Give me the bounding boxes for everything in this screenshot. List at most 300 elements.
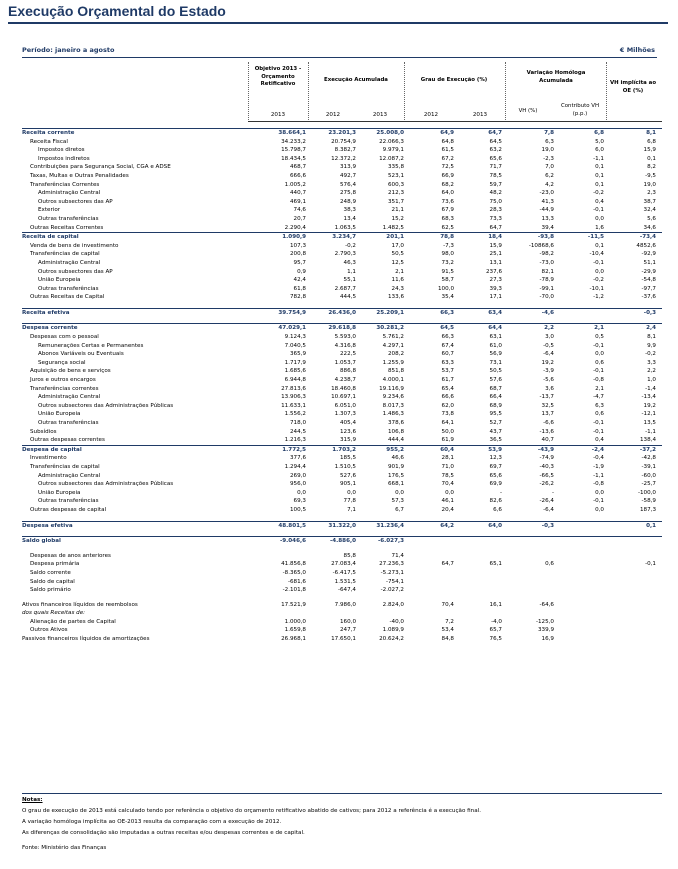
cell-value: 18.434,5 <box>281 155 306 162</box>
table-row-total <box>22 308 662 318</box>
cell-value: 1,1 <box>347 268 356 275</box>
cell-value: 66,6 <box>441 394 454 401</box>
cell-value: 2.687,7 <box>334 285 356 292</box>
table-row <box>22 393 662 402</box>
table-row <box>22 626 662 635</box>
cell-value: -74,9 <box>539 455 554 462</box>
cell-value: -0,1 <box>593 342 604 349</box>
cell-value: -26,2 <box>539 481 554 488</box>
note-3: As diferenças de consolidação são imputadas a outras receitas e/ou despesas correntes e de capital. <box>22 830 305 836</box>
cell-value: 138,4 <box>639 437 656 444</box>
table-row <box>22 410 662 419</box>
cell-value: 84,8 <box>441 636 454 643</box>
cell-value: 15,9 <box>643 147 656 154</box>
row-label: Saldo primário <box>30 587 71 594</box>
table-row <box>22 560 662 569</box>
cell-value: -6.417,5 <box>332 569 356 576</box>
cell-value: 46,3 <box>343 259 356 266</box>
cell-value: 22.066,3 <box>379 138 404 145</box>
row-label: Abonos Variáveis ou Eventuais <box>38 351 124 358</box>
cell-value: 63,3 <box>441 359 454 366</box>
table-row <box>22 428 662 437</box>
cell-value: 73,1 <box>489 359 502 366</box>
row-label: Despesa efetiva <box>22 522 73 529</box>
cell-value: 405,4 <box>339 420 356 426</box>
note-1: O grau de execução de 2013 está calculado tendo por referência o objetivo do orçamento retificativo abatido de cativos; para 2012 a referência é a execução final. <box>22 808 481 814</box>
cell-value: -2,3 <box>543 155 554 162</box>
cell-value: 25.209,1 <box>376 309 404 316</box>
row-label: Saldo corrente <box>30 569 71 576</box>
cell-value: 78,5 <box>489 172 502 179</box>
cell-value: 248,9 <box>339 198 356 205</box>
cell-value: 1.294,4 <box>284 463 306 470</box>
cell-value: 50,0 <box>441 428 454 435</box>
cell-value: 0,0 <box>595 489 604 496</box>
cell-value: 70,4 <box>441 481 454 488</box>
row-label: Outras transferências <box>38 285 99 292</box>
cell-value: 73,3 <box>489 215 502 222</box>
cell-value: 2,4 <box>646 325 656 332</box>
cell-value: 13,3 <box>541 215 554 222</box>
cell-value: -6,4 <box>543 506 554 513</box>
cell-value: 1.659,8 <box>284 627 306 634</box>
cell-value: -99,1 <box>539 285 554 292</box>
cell-value: 2,2 <box>647 368 656 375</box>
cell-value: 61,9 <box>441 437 454 444</box>
cell-value: 46,6 <box>391 455 404 462</box>
cell-value: 42,4 <box>293 277 306 284</box>
cell-value: 377,6 <box>289 455 306 462</box>
table-row-total <box>22 128 662 138</box>
cell-value: 11,6 <box>391 277 404 284</box>
divider <box>404 62 405 122</box>
cell-value: -681,6 <box>287 578 306 585</box>
cell-value: 67,2 <box>441 155 454 162</box>
cell-value: 6,3 <box>595 402 604 409</box>
row-label: Despesas com o pessoal <box>30 334 99 341</box>
cell-value: 39,3 <box>489 285 502 292</box>
cell-value: 901,9 <box>387 463 404 470</box>
row-label: Outros Ativos <box>30 627 68 634</box>
row-label: Segurança social <box>38 359 86 366</box>
cell-value: 9.234,6 <box>382 394 404 401</box>
cell-value: 2.290,4 <box>284 224 306 231</box>
cell-value: -64,6 <box>539 601 554 608</box>
cell-value: 2.790,3 <box>334 251 356 258</box>
row-label: Outras transferências <box>38 498 99 505</box>
cell-value: 1.089,9 <box>382 627 404 634</box>
cell-value: 35,4 <box>441 294 454 301</box>
row-label: Taxas, Multas e Outras Penalidades <box>30 172 129 179</box>
cell-value: 28,1 <box>441 455 454 462</box>
cell-value: 24,3 <box>391 285 404 292</box>
cell-value: 13.906,3 <box>281 394 306 401</box>
notes <box>22 795 662 854</box>
row-label: Transferências de capital <box>30 251 100 258</box>
cell-value: 27.083,4 <box>331 561 356 568</box>
cell-value: 65,6 <box>489 155 502 162</box>
cell-value: 4.000,1 <box>382 377 404 384</box>
cell-value: 73,8 <box>441 411 454 418</box>
cell-value: -1,1 <box>593 155 604 162</box>
cell-value: 53,9 <box>488 446 502 453</box>
cell-value: 17,1 <box>489 294 502 301</box>
cell-value: 71,4 <box>391 552 404 559</box>
cell-value: 3,0 <box>545 334 554 341</box>
cell-value: 666,6 <box>289 172 306 179</box>
period-bar <box>22 45 657 58</box>
cell-value: 2,1 <box>594 325 604 332</box>
table-row <box>22 489 662 498</box>
table-row <box>22 376 662 385</box>
cell-value: 26.968,1 <box>281 636 306 643</box>
cell-value: 38.664,1 <box>278 130 306 136</box>
cell-value: 91,5 <box>441 268 454 275</box>
cell-value: 19,2 <box>643 402 656 409</box>
cell-value: 851,8 <box>387 368 404 375</box>
cell-value: 31.236,4 <box>376 522 404 529</box>
cell-value: 600,3 <box>387 181 404 188</box>
cell-value: -98,2 <box>539 251 554 258</box>
row-label: Outras Receitas Correntes <box>30 224 104 231</box>
row-label: União Europeia <box>38 411 81 418</box>
cell-value: 78,5 <box>441 472 454 479</box>
cell-value: 123,6 <box>339 428 356 435</box>
row-label: Juros e outros encargos <box>30 377 96 384</box>
unit-label: € Milhões <box>619 46 655 54</box>
row-label: Receita corrente <box>22 130 75 136</box>
cell-value: 19,0 <box>643 181 656 188</box>
cell-value: 7,8 <box>544 130 554 136</box>
cell-value: 85,8 <box>343 552 356 559</box>
cell-value: -1,4 <box>645 385 656 392</box>
cell-value: -4.886,0 <box>329 538 356 545</box>
cell-value: 3.234,7 <box>332 234 356 241</box>
cell-value: 27,3 <box>489 277 502 284</box>
cell-value: 65,1 <box>489 561 502 568</box>
cell-value: 2.824,0 <box>382 601 404 608</box>
row-label: Transferências Correntes <box>30 181 100 188</box>
cell-value: -6,6 <box>543 420 554 426</box>
cell-value: 0,6 <box>545 561 554 568</box>
cell-value: -13,7 <box>539 394 554 401</box>
cell-value: - <box>499 489 502 496</box>
row-label: Subsídios <box>30 428 57 435</box>
table-row <box>22 569 662 578</box>
cell-value: 335,8 <box>387 164 404 171</box>
table-row-total <box>22 445 662 455</box>
cell-value: 0,1 <box>647 155 656 162</box>
cell-value: 527,6 <box>339 472 356 479</box>
cell-value: -5,6 <box>543 377 554 384</box>
table-row <box>22 172 662 181</box>
cell-value: -6,4 <box>543 351 554 358</box>
table-row <box>22 419 662 428</box>
cell-value: 6,8 <box>647 138 656 145</box>
row-label: Transferências de capital <box>30 463 100 470</box>
table-row-total <box>22 323 662 333</box>
cell-value: 0,4 <box>595 437 604 444</box>
cell-value: 78,8 <box>440 234 454 241</box>
cell-value: 41.856,8 <box>281 561 306 568</box>
cell-value: 64,1 <box>441 420 454 426</box>
cell-value: 955,2 <box>386 446 404 453</box>
cell-value: -92,9 <box>641 251 656 258</box>
cell-value: -0,3 <box>643 309 656 316</box>
cell-value: 8,1 <box>646 130 656 136</box>
table-row <box>22 181 662 190</box>
cell-value: -93,8 <box>537 234 554 241</box>
cell-value: -0,5 <box>543 342 554 349</box>
cell-value: 1.531,5 <box>334 578 356 585</box>
cell-value: -13,6 <box>539 428 554 435</box>
cell-value: 17,0 <box>391 242 404 249</box>
cell-value: -7,3 <box>443 242 454 249</box>
cell-value: 886,8 <box>339 368 356 375</box>
cell-value: 95,7 <box>293 259 306 266</box>
table-row <box>22 206 662 215</box>
cell-value: 7,1 <box>347 506 356 513</box>
year-label: 2012 <box>325 112 341 118</box>
table-row <box>22 146 662 155</box>
cell-value: 201,1 <box>386 234 404 241</box>
notes-rule <box>22 793 662 794</box>
cell-value: 53,4 <box>441 627 454 634</box>
row-label: Investimento <box>30 455 67 462</box>
cell-value: 1.053,7 <box>334 359 356 366</box>
cell-value: 51,1 <box>643 259 656 266</box>
cell-value: 1.717,9 <box>284 359 306 366</box>
cell-value: 956,0 <box>289 481 306 488</box>
cell-value: -9,5 <box>645 172 656 179</box>
cell-value: 1.772,5 <box>282 446 306 453</box>
cell-value: 1.000,0 <box>284 618 306 625</box>
cell-value: 19,2 <box>541 359 554 366</box>
row-label: Outras transferências <box>38 420 99 426</box>
cell-value: 68,2 <box>441 181 454 188</box>
cell-value: 46,1 <box>441 498 454 505</box>
table-row <box>22 342 662 351</box>
cell-value: 6.051,0 <box>334 402 356 409</box>
table-row <box>22 601 662 610</box>
table-row <box>22 506 662 515</box>
cell-value: 18.460,8 <box>331 385 356 392</box>
cell-value: 64,2 <box>440 522 454 529</box>
table-row <box>22 268 662 277</box>
cell-value: -3,9 <box>543 368 554 375</box>
cell-value: 339,9 <box>537 627 554 634</box>
table-row <box>22 402 662 411</box>
cell-value: 9.979,1 <box>382 147 404 154</box>
cell-value: -70,0 <box>539 294 554 301</box>
cell-value: 0,0 <box>595 506 604 513</box>
cell-value: 61,7 <box>441 377 454 384</box>
cell-value: 1.005,2 <box>284 181 306 188</box>
cell-value: 64,8 <box>441 138 454 145</box>
row-label: Saldo global <box>22 538 61 545</box>
cell-value: 27.236,3 <box>379 561 404 568</box>
cell-value: 30.281,2 <box>376 325 404 332</box>
cell-value: 71,7 <box>489 164 502 171</box>
cell-value: 64,0 <box>441 190 454 197</box>
row-label: Contribuições para Segurança Social, CGA e ADSE <box>30 164 171 171</box>
cell-value: 13,4 <box>343 215 356 222</box>
cell-value: 64,0 <box>488 522 502 529</box>
table-row <box>22 635 662 644</box>
cell-value: 100,5 <box>289 506 306 513</box>
cell-value: -6.027,3 <box>377 538 404 545</box>
divider <box>248 62 249 122</box>
cell-value: 98,0 <box>441 251 454 258</box>
cell-value: -2.027,2 <box>380 587 404 594</box>
cell-value: 32,4 <box>643 207 656 214</box>
cell-value: -39,1 <box>641 463 656 470</box>
divider <box>606 62 607 122</box>
cell-value: 69,9 <box>489 481 502 488</box>
cell-value: 64,7 <box>489 224 502 231</box>
cell-value: -0,1 <box>593 428 604 435</box>
cell-value: 20,7 <box>293 215 306 222</box>
cell-value: 19.116,9 <box>379 385 404 392</box>
cell-value: 16,1 <box>489 601 502 608</box>
cell-value: 64,5 <box>440 325 454 332</box>
table-row <box>22 385 662 394</box>
cell-value: -2,4 <box>591 446 604 453</box>
cell-value: 5.761,2 <box>382 334 404 341</box>
table-row <box>22 285 662 294</box>
cell-value: 69,7 <box>489 463 502 470</box>
cell-value: 208,2 <box>387 351 404 358</box>
cell-value: 0,1 <box>595 164 604 171</box>
cell-value: 237,6 <box>485 268 502 275</box>
cell-value: 27.813,6 <box>281 385 306 392</box>
row-label: Outros subsectores das Administrações Públicas <box>38 481 174 488</box>
cell-value: -4,6 <box>541 309 554 316</box>
cell-value: 71,0 <box>441 463 454 470</box>
table-row <box>22 350 662 359</box>
cell-value: 13,1 <box>489 259 502 266</box>
cell-value: 1.216,3 <box>284 437 306 444</box>
cell-value: -0,8 <box>593 377 604 384</box>
table-row <box>22 436 662 445</box>
cell-value: 5,6 <box>647 215 656 222</box>
cell-value: 1,0 <box>647 377 656 384</box>
divider <box>308 62 309 122</box>
cell-value: -10,4 <box>589 251 604 258</box>
row-label: Exterior <box>38 207 61 214</box>
cell-value: 1.063,5 <box>334 224 356 231</box>
cell-value: 315,9 <box>339 437 356 444</box>
cell-value: 365,9 <box>289 351 306 358</box>
cell-value: 9.124,3 <box>284 334 306 341</box>
cell-value: -2.101,8 <box>282 587 306 594</box>
table-row <box>22 578 662 587</box>
cell-value: 39,4 <box>541 224 554 231</box>
cell-value: -13,4 <box>641 394 656 401</box>
cell-value: 12,5 <box>391 259 404 266</box>
cell-value: -0,8 <box>593 481 604 488</box>
cell-value: 313,9 <box>339 164 356 171</box>
year-label: 2013 <box>472 112 488 118</box>
cell-value: 38,7 <box>643 198 656 205</box>
cell-value: 23.201,3 <box>328 130 356 136</box>
cell-value: -40,0 <box>389 618 404 625</box>
cell-value: 53,7 <box>441 368 454 375</box>
cell-value: 492,7 <box>339 172 356 179</box>
cell-value: 1.486,3 <box>382 411 404 418</box>
cell-value: 6,7 <box>395 506 404 513</box>
cell-value: 15.798,7 <box>281 147 306 154</box>
table-row <box>22 189 662 198</box>
cell-value: 4.297,1 <box>382 342 404 349</box>
cell-value: 17.521,9 <box>281 601 306 608</box>
cell-value: 17.650,1 <box>331 636 356 643</box>
cell-value: 106,8 <box>387 428 404 435</box>
row-label: Impostos diretos <box>38 147 85 154</box>
cell-value: 1,6 <box>595 224 604 231</box>
cell-value: 68,9 <box>489 402 502 409</box>
cell-value: 0,6 <box>595 411 604 418</box>
cell-value: 82,1 <box>541 268 554 275</box>
cell-value: 2,3 <box>647 190 656 197</box>
cell-value: 0,5 <box>595 334 604 341</box>
cell-value: 9,9 <box>647 342 656 349</box>
cell-value: 20.754,9 <box>331 138 356 145</box>
cell-value: - <box>551 489 554 496</box>
cell-value: 64,9 <box>440 130 454 136</box>
cell-value: 444,4 <box>387 437 404 444</box>
cell-value: 43,7 <box>489 428 502 435</box>
table-row <box>22 359 662 368</box>
cell-value: -0,1 <box>593 420 604 426</box>
cell-value: -0,2 <box>593 190 604 197</box>
cell-value: 82,6 <box>489 498 502 505</box>
row-label: Saldo de capital <box>30 578 75 585</box>
cell-value: 66,4 <box>489 394 502 401</box>
page-title: Execução Orçamental do Estado <box>8 3 668 24</box>
cell-value: -73,0 <box>539 259 554 266</box>
cell-value: -5.273,1 <box>380 569 404 576</box>
budget-table <box>22 128 662 644</box>
row-label: Remunerações Certas e Permanentes <box>38 342 144 349</box>
notes-heading: Notas: <box>22 797 43 803</box>
cell-value: 100,0 <box>437 285 454 292</box>
cell-value: 133,6 <box>387 294 404 301</box>
cell-value: 244,5 <box>289 428 306 435</box>
cell-value: -43,9 <box>537 446 554 453</box>
cell-value: 7.986,0 <box>334 601 356 608</box>
cell-value: 50,5 <box>489 368 502 375</box>
table-row <box>22 472 662 481</box>
cell-value: -10868,6 <box>528 242 554 249</box>
table-row <box>22 276 662 285</box>
cell-value: 0,4 <box>595 198 604 205</box>
cell-value: -78,9 <box>539 277 554 284</box>
table-row <box>22 224 662 233</box>
header-contributo: Contributo VH (p.p.) <box>560 103 599 117</box>
row-label: Outros subsectores das Administrações Públicas <box>38 402 174 409</box>
table-row <box>22 609 662 618</box>
row-label: Despesa primária <box>30 561 80 568</box>
cell-value: 1.482,5 <box>382 224 404 231</box>
cell-value: 176,5 <box>387 472 404 479</box>
cell-value: 66,9 <box>441 172 454 179</box>
cell-value: 56,9 <box>489 351 502 358</box>
cell-value: 718,0 <box>289 420 306 426</box>
cell-value: 19,0 <box>541 147 554 154</box>
row-label: Receita efetiva <box>22 309 70 316</box>
cell-value: 59,7 <box>489 181 502 188</box>
